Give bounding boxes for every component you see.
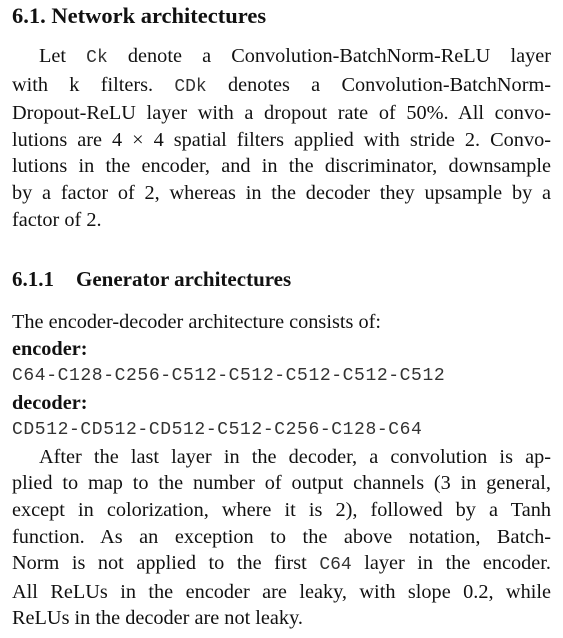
text-run: lutions are 4 × 4 spatial filters applied with stride 2. Convo- bbox=[12, 128, 551, 151]
subsection-title: Generator architectures bbox=[76, 267, 292, 292]
text-run: function. As an exception to the above notation, Batch- bbox=[12, 525, 551, 548]
text-run: Dropout-ReLU layer with a dropout rate of 50%. All convo- bbox=[12, 102, 551, 125]
text-line bbox=[12, 524, 551, 551]
subsection-heading bbox=[12, 266, 551, 292]
text-line bbox=[12, 127, 551, 154]
inline-code: C64 bbox=[319, 555, 352, 576]
text-line bbox=[12, 497, 551, 524]
section-paragraph bbox=[12, 43, 551, 233]
text-line bbox=[12, 579, 551, 606]
text-line bbox=[12, 180, 551, 207]
text-run: denotes a Convolution-BatchNorm- bbox=[206, 73, 551, 96]
text-line bbox=[12, 207, 551, 234]
text-run: except in colorization, where it is 2), followed by a Tanh bbox=[12, 498, 551, 521]
encoder-layers: C64-C128-C256-C512-C512-C512-C512-C512 bbox=[12, 365, 446, 386]
text-line bbox=[12, 470, 551, 497]
encoder-label: encoder: bbox=[12, 337, 88, 360]
text-run: lutions in the encoder, and in the discriminator, downsample bbox=[12, 155, 551, 178]
text-line bbox=[12, 605, 551, 632]
inline-code: CDk bbox=[174, 76, 207, 97]
subsection-paragraph bbox=[12, 444, 551, 632]
decoder-layers: CD512-CD512-CD512-C512-C256-C128-C64 bbox=[12, 419, 423, 440]
section-title: Network architectures bbox=[51, 3, 267, 28]
text-run: by a factor of 2, whereas in the decoder they upsample by a bbox=[12, 181, 551, 204]
text-line bbox=[12, 43, 551, 72]
text-run: Let bbox=[39, 45, 87, 67]
text-run: After the last layer in the decoder, a convolution is ap- bbox=[39, 445, 551, 468]
text-run: with k filters. bbox=[12, 73, 175, 96]
text-line bbox=[12, 550, 551, 579]
text-run: denote a Convolution-BatchNorm-ReLU layer bbox=[107, 45, 551, 67]
text-run: ReLUs in the decoder are not leaky. bbox=[12, 607, 303, 630]
text-line bbox=[12, 100, 551, 127]
text-line bbox=[12, 72, 551, 101]
text-run: plied to map to the number of output channels (3 in general, bbox=[12, 472, 551, 495]
text-line bbox=[12, 153, 551, 180]
subsection-number: 6.1.1 bbox=[12, 267, 54, 292]
text-run: All ReLUs in the encoder are leaky, with slope 0.2, while bbox=[12, 580, 551, 603]
text-run: factor of 2. bbox=[12, 208, 102, 231]
text-run: Norm is not applied to the first bbox=[12, 552, 320, 575]
text-run: layer in the encoder. bbox=[351, 552, 552, 575]
section-heading bbox=[12, 0, 551, 29]
decoder-label: decoder: bbox=[12, 391, 88, 414]
section-number: 6.1. bbox=[12, 3, 46, 28]
text-line bbox=[12, 444, 551, 471]
inline-code: Ck bbox=[86, 48, 108, 68]
intro-sentence: The encoder-decoder architecture consists of: bbox=[12, 311, 381, 334]
